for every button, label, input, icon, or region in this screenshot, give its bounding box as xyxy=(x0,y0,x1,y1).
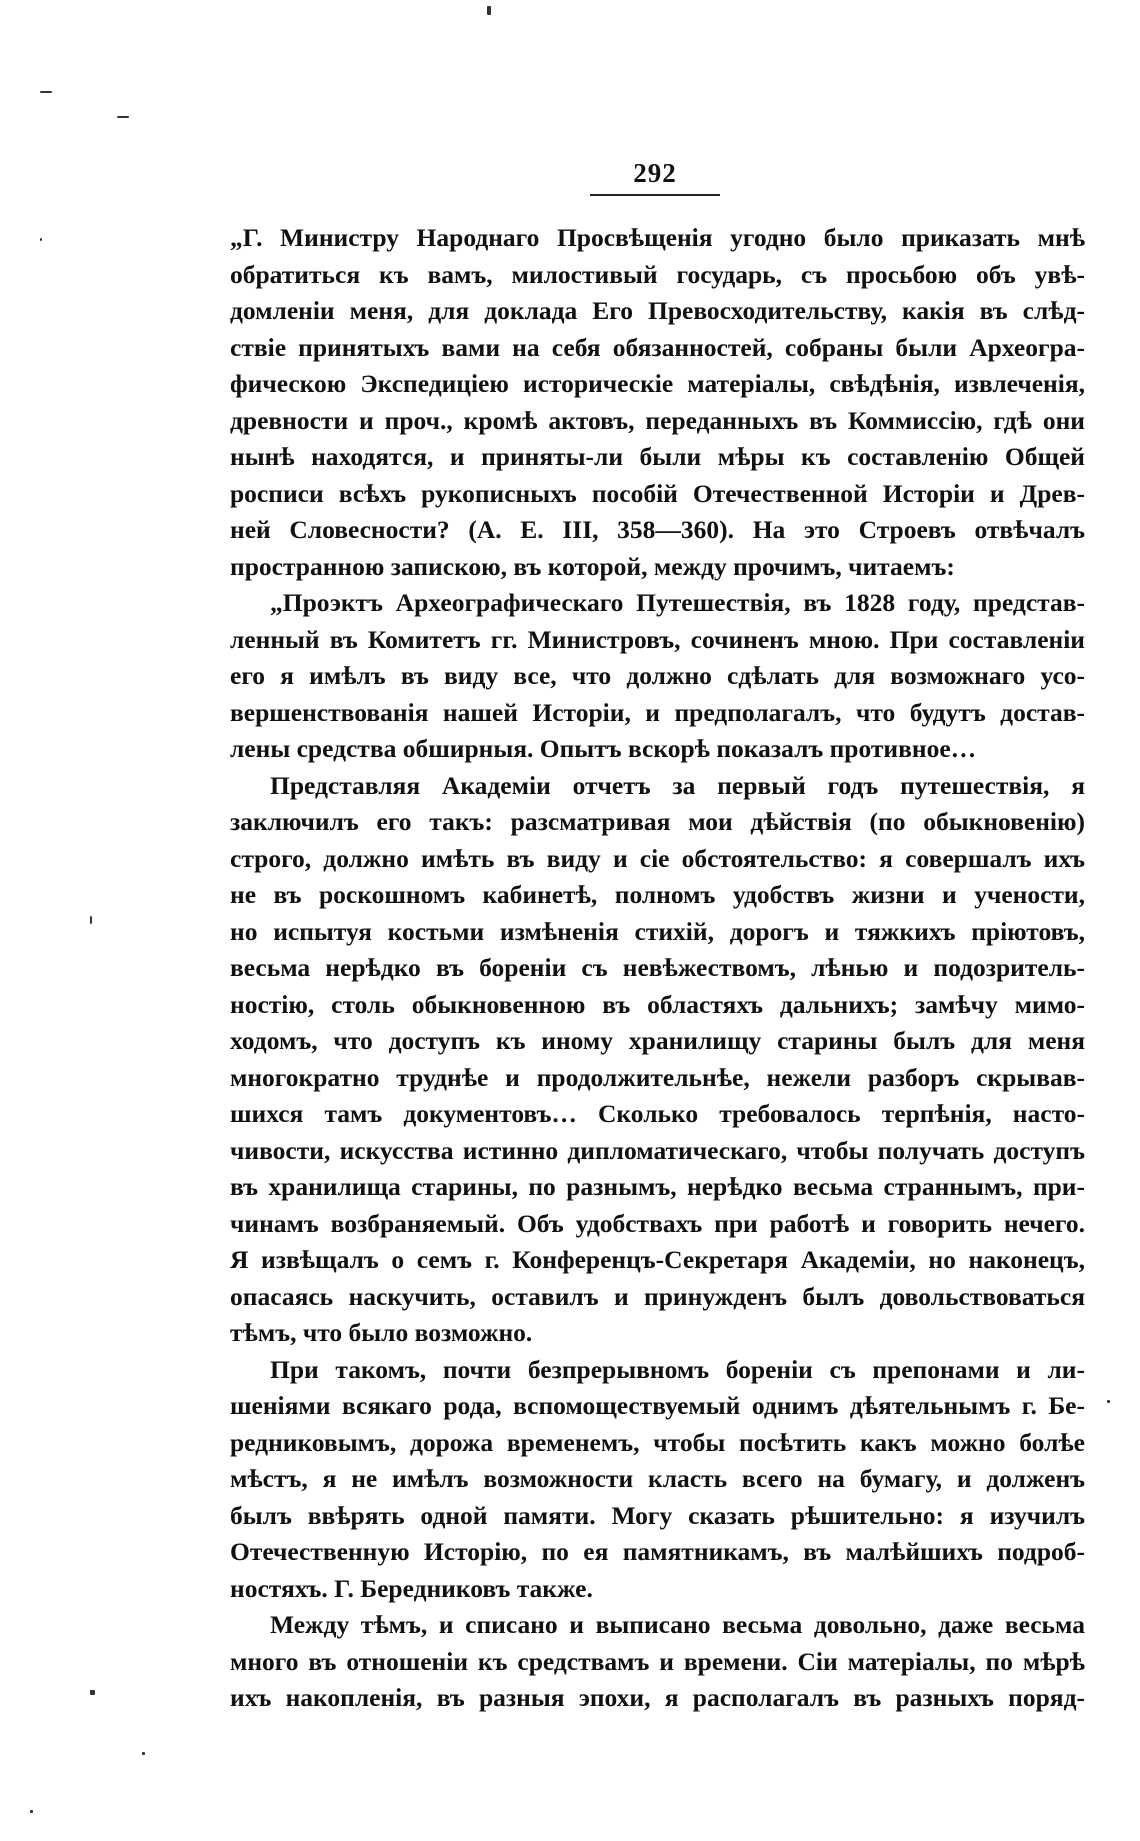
text-line: заключилъ его такъ: разсматривая мои дѣйствія (по обыкновенію) xyxy=(230,807,1085,836)
text-line: ходомъ, что доступъ къ иному хранилищу старины былъ для меня xyxy=(230,1026,1085,1055)
scan-speck xyxy=(30,1810,33,1813)
text-line: тѣмъ, что было возможно. xyxy=(230,1318,533,1347)
text-line: вершенствованія нашей Исторіи, и предполагалъ, что будутъ достав- xyxy=(230,697,1085,727)
text-line: но испытуя костьми измѣненія стихій, дорогъ и тяжкихъ пріютовъ, xyxy=(230,916,1085,946)
text-line: строго, должно имѣть въ виду и сіе обстоятельство: я совершалъ ихъ xyxy=(230,843,1085,873)
text-line: не въ роскошномъ кабинетѣ, полномъ удобствъ жизни и учености, xyxy=(230,880,1085,909)
text-line: мѣстъ, я не имѣлъ возможности класть всего на бумагу, и долженъ xyxy=(230,1464,1085,1493)
text-line: много въ отношеніи къ средствамъ и времени. Сіи матеріалы, по мѣрѣ xyxy=(230,1646,1085,1676)
text-line: шихся тамъ документовъ… Сколько требовалось терпѣнія, насто- xyxy=(230,1099,1085,1128)
text-line: Я извѣщалъ о семъ г. Конференцъ-Секретаря Академіи, но наконецъ, xyxy=(230,1245,1085,1274)
text-line: чинамъ возбраняемый. Объ удобствахъ при работѣ и говорить нечего. xyxy=(230,1208,1085,1238)
text-line: чивости, искусства истинно дипломатическаго, чтобы получать доступъ xyxy=(230,1135,1085,1165)
text-line: При такомъ, почти безпрерывномъ бореніи съ препонами и ли- xyxy=(270,1354,1085,1384)
text-line: ихъ накопленія, въ разныя эпохи, я располагалъ въ разныхъ поряд- xyxy=(230,1683,1085,1712)
text-line: ствіе принятыхъ вами на себя обязанностей, собраны были Археогра- xyxy=(230,332,1085,362)
scan-speck xyxy=(1107,1400,1110,1403)
text-line: обратиться къ вамъ, милостивый государь, съ просьбою объ увѣ- xyxy=(230,259,1085,289)
text-line: опасаясь наскучить, оставилъ и принужденъ былъ довольствоваться xyxy=(230,1281,1085,1311)
page-number: 292 xyxy=(633,158,677,188)
body-text xyxy=(230,220,1085,1717)
text-line: Отечественную Исторію, по ея памятникамъ, въ малѣйшихъ подроб- xyxy=(230,1537,1085,1566)
text-line: шеніями всякаго рода, вспомоществуемый однимъ дѣятельнымъ г. Бе- xyxy=(230,1391,1085,1420)
scan-speck xyxy=(142,1752,145,1755)
text-line: ностію, столь обыкновенною въ областяхъ дальнихъ; замѣчу мимо- xyxy=(230,989,1085,1019)
text-line: древности и проч., кромѣ актовъ, переданныхъ въ Коммиссію, гдѣ они xyxy=(230,405,1085,435)
text-line: Между тѣмъ, и списано и выписано весьма довольно, даже весьма xyxy=(270,1610,1085,1639)
scan-speck xyxy=(90,916,92,924)
text-line: ленный въ Комитетъ гг. Министровъ, сочиненъ мною. При составленіи xyxy=(230,624,1085,654)
text-line: Представляя Академіи отчетъ за первый годъ путешествія, я xyxy=(270,770,1085,800)
text-line: росписи всѣхъ рукописныхъ пособій Отечественной Исторіи и Древ- xyxy=(230,478,1085,508)
text-line: ней Словесности? (А. Е. III, 358—360). На это Строевъ отвѣчалъ xyxy=(230,515,1085,544)
text-line: его я имѣлъ въ виду все, что должно сдѣлать для возможнаго усо- xyxy=(230,661,1085,690)
text-line: пространною запискою, въ которой, между прочимъ, читаемъ: xyxy=(230,551,955,581)
text-line: домленіи меня, для доклада Его Превосходительству, какія въ слѣд- xyxy=(230,296,1085,325)
scan-speck xyxy=(40,238,42,241)
text-line: ностяхъ. Г. Бередниковъ также. xyxy=(230,1573,593,1603)
text-line: фическою Экспедиціею историческіе матеріалы, свѣдѣнія, извлеченія, xyxy=(230,369,1085,398)
text-line: „Проэктъ Археографическаго Путешествія, въ 1828 году, представ- xyxy=(270,588,1085,617)
scan-speck xyxy=(117,116,129,118)
scan-speck xyxy=(90,1690,95,1695)
text-line: лены средства обширныя. Опытъ вскорѣ показалъ противное… xyxy=(230,734,977,763)
text-line: весьма нерѣдко въ бореніи съ невѣжествомъ, лѣнью и подозритель- xyxy=(230,953,1085,982)
text-line: въ хранилища старины, по разнымъ, нерѣдко весьма страннымъ, при- xyxy=(230,1172,1085,1201)
text-line: былъ ввѣрять одной памяти. Могу сказать рѣшительно: я изучилъ xyxy=(230,1500,1085,1530)
text-line: многократно труднѣе и продолжительнѣе, нежели разборъ скрывав- xyxy=(230,1062,1085,1092)
scan-speck xyxy=(487,6,491,15)
page-number-rule xyxy=(590,194,720,196)
text-line: нынѣ находятся, и приняты-ли были мѣры къ составленію Общей xyxy=(230,442,1085,471)
text-line: редниковымъ, дорожа временемъ, чтобы посѣтить какъ можно болѣе xyxy=(230,1427,1085,1457)
text-line: „Г. Министру Народнаго Просвѣщенія угодно было приказать мнѣ xyxy=(230,223,1085,252)
scan-speck xyxy=(40,91,52,93)
